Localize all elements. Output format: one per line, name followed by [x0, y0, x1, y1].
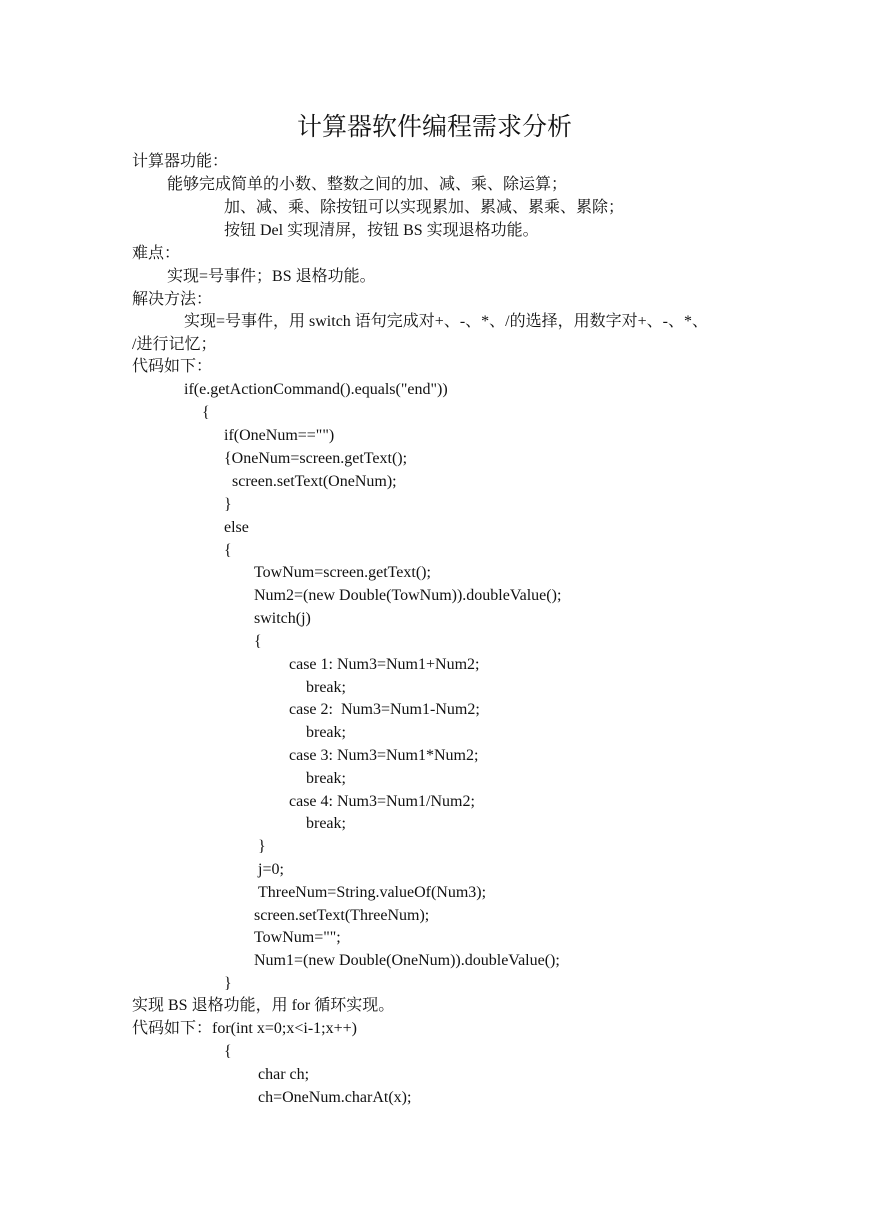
text-line: 计算器功能：: [132, 153, 229, 170]
code-line: ThreeNum=String.valueOf(Num3);: [258, 884, 487, 901]
text-line: /进行记忆；: [132, 336, 217, 353]
code-line: Num1=(new Double(OneNum)).doubleValue();: [254, 952, 560, 969]
code-line: ch=OneNum.charAt(x);: [258, 1089, 412, 1106]
code-line: char ch;: [258, 1066, 310, 1083]
code-line: else: [224, 519, 249, 536]
code-line: TowNum=screen.getText();: [254, 564, 431, 581]
text-line: 实现=号事件，用 switch 语句完成对+、-、*、/的选择，用数字对+、-、*、: [184, 313, 708, 330]
code-line: if(OneNum==""): [224, 427, 335, 444]
code-line: {: [224, 1043, 232, 1060]
code-line: break;: [306, 815, 346, 832]
code-line: }: [224, 496, 232, 513]
code-line: {: [254, 633, 262, 650]
document-title: 计算器软件编程需求分析: [296, 114, 572, 141]
code-line: screen.setText(ThreeNum);: [254, 907, 430, 924]
text-line: 按钮 Del 实现清屏，按钮 BS 实现退格功能。: [224, 222, 539, 239]
code-line: switch(j): [254, 610, 311, 627]
code-line: j=0;: [258, 861, 284, 878]
code-line: Num2=(new Double(TowNum)).doubleValue();: [254, 587, 562, 604]
code-line: }: [258, 838, 266, 855]
text-line: 代码如下：: [132, 358, 213, 375]
code-line: screen.setText(OneNum);: [232, 473, 397, 490]
code-line: case 2: Num3=Num1-Num2;: [289, 701, 480, 718]
code-line: {: [224, 542, 232, 559]
code-line: case 4: Num3=Num1/Num2;: [289, 793, 475, 810]
code-line: break;: [306, 724, 346, 741]
code-line: case 3: Num3=Num1*Num2;: [289, 747, 479, 764]
text-line: 解决方法：: [132, 291, 213, 308]
text-line: 加、减、乘、除按钮可以实现累加、累减、累乘、累除；: [224, 199, 625, 216]
code-line: {OneNum=screen.getText();: [224, 450, 408, 467]
text-line: 难点：: [132, 245, 181, 262]
text-line: 代码如下：for(int x=0;x<i-1;x++): [132, 1020, 357, 1037]
text-line: 能够完成简单的小数、整数之间的加、减、乘、除运算；: [167, 176, 568, 193]
text-line: 实现=号事件；BS 退格功能。: [167, 268, 376, 285]
code-line: case 1: Num3=Num1+Num2;: [289, 656, 480, 673]
code-line: break;: [306, 770, 346, 787]
code-line: {: [202, 404, 210, 421]
code-line: }: [224, 975, 232, 992]
code-line: if(e.getActionCommand().equals("end")): [184, 381, 448, 398]
code-line: break;: [306, 679, 346, 696]
code-line: TowNum="";: [254, 929, 341, 946]
text-line: 实现 BS 退格功能，用 for 循环实现。: [132, 997, 395, 1014]
